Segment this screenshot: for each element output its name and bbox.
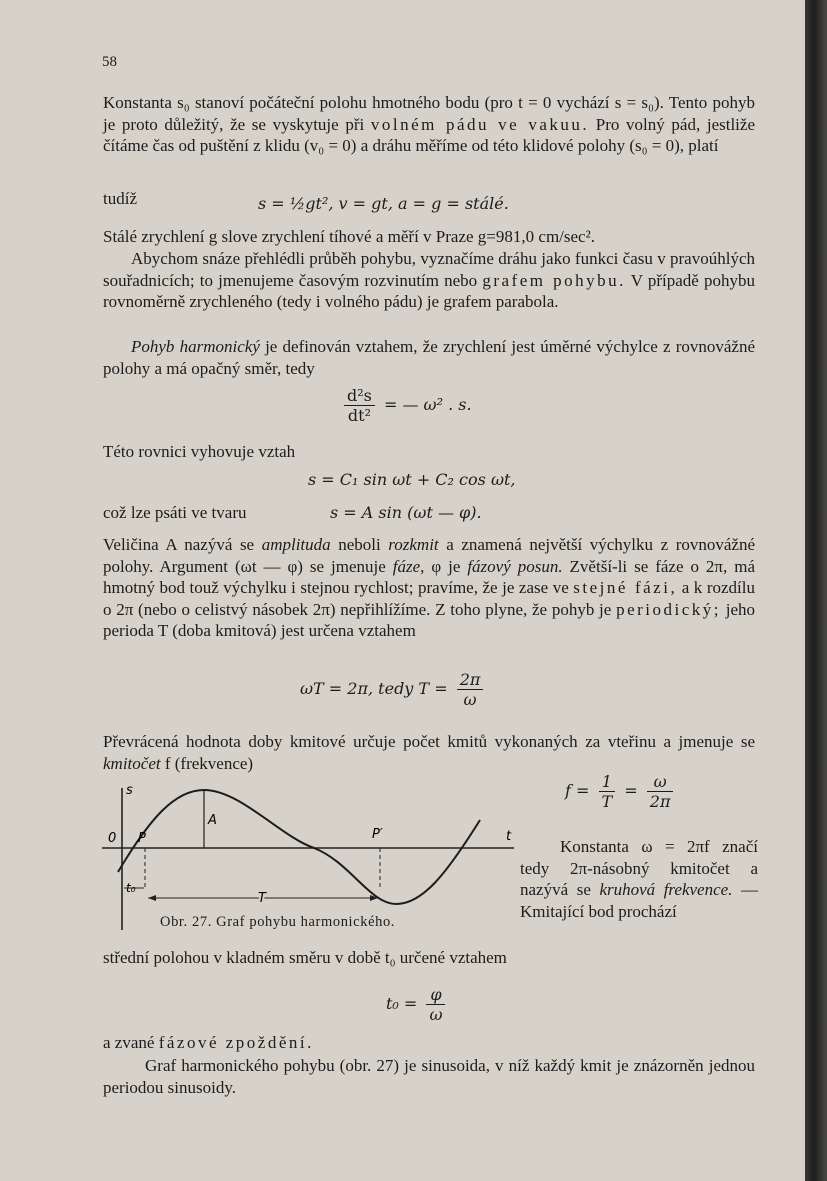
paragraph-7 (103, 534, 755, 642)
formula6-den2: 2π (649, 792, 671, 811)
paragraph-5 (103, 441, 755, 463)
formula6-den1: T (601, 792, 613, 811)
formula-phase-delay (386, 985, 449, 1024)
para6-text: což lze psáti ve tvaru (103, 503, 247, 522)
paragraph-9 (103, 947, 755, 969)
para7-f: a k rozdílu o 2π (nebo o celistvý násobek 2π) nepřihlížíme. Z toho plyne, že pohyb je (103, 578, 755, 619)
formula5-a: ωT = 2π, tedy T = (300, 679, 448, 698)
paragraph-2 (103, 226, 755, 248)
sinusoid-curve-main (118, 790, 480, 904)
label-T: T (258, 891, 266, 906)
para7-faze: fáze, (392, 556, 425, 576)
tudiz-word: tudíž (103, 189, 137, 208)
para4-italic: Pohyb harmonický (131, 337, 260, 356)
label-t: t (506, 829, 512, 844)
para7-amplitude: amplituda (261, 535, 331, 554)
side-kruhova: kruhová frekvence. (599, 880, 733, 899)
para3-spaced: grafem pohybu. (482, 270, 626, 290)
para11-text: Graf harmonického pohybu (obr. 27) je sinusoida, v níž každý kmit je znázorněn jednou periodou sinusoidy. (103, 1056, 755, 1097)
formula-general-solution: s = C₁ sin ωt + C₂ cos ωt, (308, 470, 516, 489)
para7-a: Veličina A nazývá se (103, 535, 262, 554)
paragraph-1 (103, 92, 755, 157)
formula6-frac2 (647, 772, 674, 811)
para7-b: neboli (330, 535, 389, 554)
book-spine-shadow (805, 0, 827, 1181)
label-A: A (208, 813, 217, 828)
para7-g: jeho perioda T (doba kmitová) jest určena vztahem (103, 599, 755, 640)
formula5-fraction (457, 670, 484, 709)
formula6-frac1 (599, 772, 616, 811)
para7-periodicky: periodický; (616, 599, 721, 619)
para2-text: Stálé zrychlení g slove zrychlení tíhové a měří v Praze g=981,0 cm/sec². (103, 227, 595, 246)
formula7-num: φ (426, 985, 445, 1005)
label-P: P (138, 831, 146, 846)
formula-sine-form: s = A sin (ωt — φ). (330, 503, 482, 522)
figure-caption: Obr. 27. Graf pohybu harmonického. (160, 914, 396, 930)
formula2-num: d²s (344, 386, 375, 406)
para4-text: je definován vztahem, že zrychlení jest úměrné výchylce z rovnovážné polohy a má opačný směr, tedy (103, 337, 755, 378)
formula7-a: t₀ = (386, 994, 418, 1013)
side-b: — Kmitající bod prochází (520, 880, 758, 921)
para7-stejne-fazi: stejné fázi, (573, 578, 678, 597)
side-a: Konstanta ω = 2πf značí tedy 2π-násobný kmitočet a nazývá se (520, 837, 758, 899)
label-P-prime: P′ (372, 827, 383, 842)
para10-a: a zvané (103, 1033, 159, 1052)
paragraph-3 (103, 248, 755, 313)
paragraph-10 (103, 1032, 755, 1054)
formula6-eq: = (624, 781, 638, 800)
para7-e: Zvětší-li se fáze o 2π, má hmotný bod touž výchylku i stejnou rychlost; pravíme, že je zase ve (103, 556, 755, 597)
para7-d: φ je (424, 556, 468, 576)
paragraph-11 (103, 1055, 755, 1098)
para8-kmitocet: kmitočet (103, 753, 161, 773)
formula2-rest: = — ω² . s. (383, 395, 472, 414)
formula-differential (340, 386, 472, 425)
page-number: 58 (102, 54, 117, 70)
paragraph-4 (103, 336, 755, 379)
para5-text: Této rovnici vyhovuje vztah (103, 442, 296, 461)
para1-spaced: volném pádu ve vakuu. (370, 114, 590, 134)
period-arrow-left-head (148, 895, 156, 901)
para7-fazovy-posun: fázový posun. (467, 556, 563, 576)
formula7-den: ω (429, 1005, 443, 1024)
formula7-fraction (426, 985, 445, 1024)
formula5-num: 2π (457, 670, 484, 690)
para7-rozkmit: rozkmit (388, 535, 439, 554)
formula-free-fall: s = ½gt², v = gt, a = g = stálé. (258, 194, 509, 213)
formula-period (300, 670, 487, 709)
label-s: s (126, 783, 133, 798)
formula5-den: ω (463, 690, 477, 709)
formula-frequency (565, 772, 677, 811)
para8-b: f (frekvence) (160, 753, 254, 773)
label-t0: t₀ (126, 881, 136, 895)
formula6-num1: 1 (599, 772, 616, 792)
formula6-num2: ω (647, 772, 674, 792)
para7-c: a znamená největší výchylku z rovnovážné polohy. Argument (ωt — φ) se jmenuje (103, 535, 756, 576)
formula6-f: f = (565, 781, 590, 800)
para3-a: Abychom snáze přehlédli průběh pohybu, vyznačíme dráhu jako funkci času v pravoúhlých souřadnicích; to jmenujeme časovým rozvinutím nebo (103, 249, 755, 290)
formula2-den: dt² (347, 406, 371, 425)
para3-b: V případě pohybu rovnoměrně zrychleného (tedy i volného pádu) je grafem parabola. (103, 270, 755, 311)
formula2-fraction (344, 386, 375, 425)
para10-spaced: fázové zpoždění. (158, 1033, 314, 1052)
paragraph-8 (103, 731, 755, 774)
label-origin: 0 (108, 831, 117, 846)
para1-post: Pro volný pád, jestliže čítáme čas od puštění z klidu (v₀ = 0) a dráhu měříme od této klidové polohy (s₀ = 0), platí (103, 114, 755, 155)
para9-text: střední polohou v kladném směru v době t₀ určené vztahem (103, 948, 507, 967)
para8-a: Převrácená hodnota doby kmitové určuje počet kmitů vykonaných za vteřinu a jmenuje se (103, 732, 755, 751)
side-paragraph (520, 836, 758, 922)
para1-text: Konstanta s₀ stanoví počáteční polohu hmotného bodu (pro t = 0 vychází s = s₀). Tento pohyb je proto důležitý, že se vyskytuje při (103, 93, 755, 134)
